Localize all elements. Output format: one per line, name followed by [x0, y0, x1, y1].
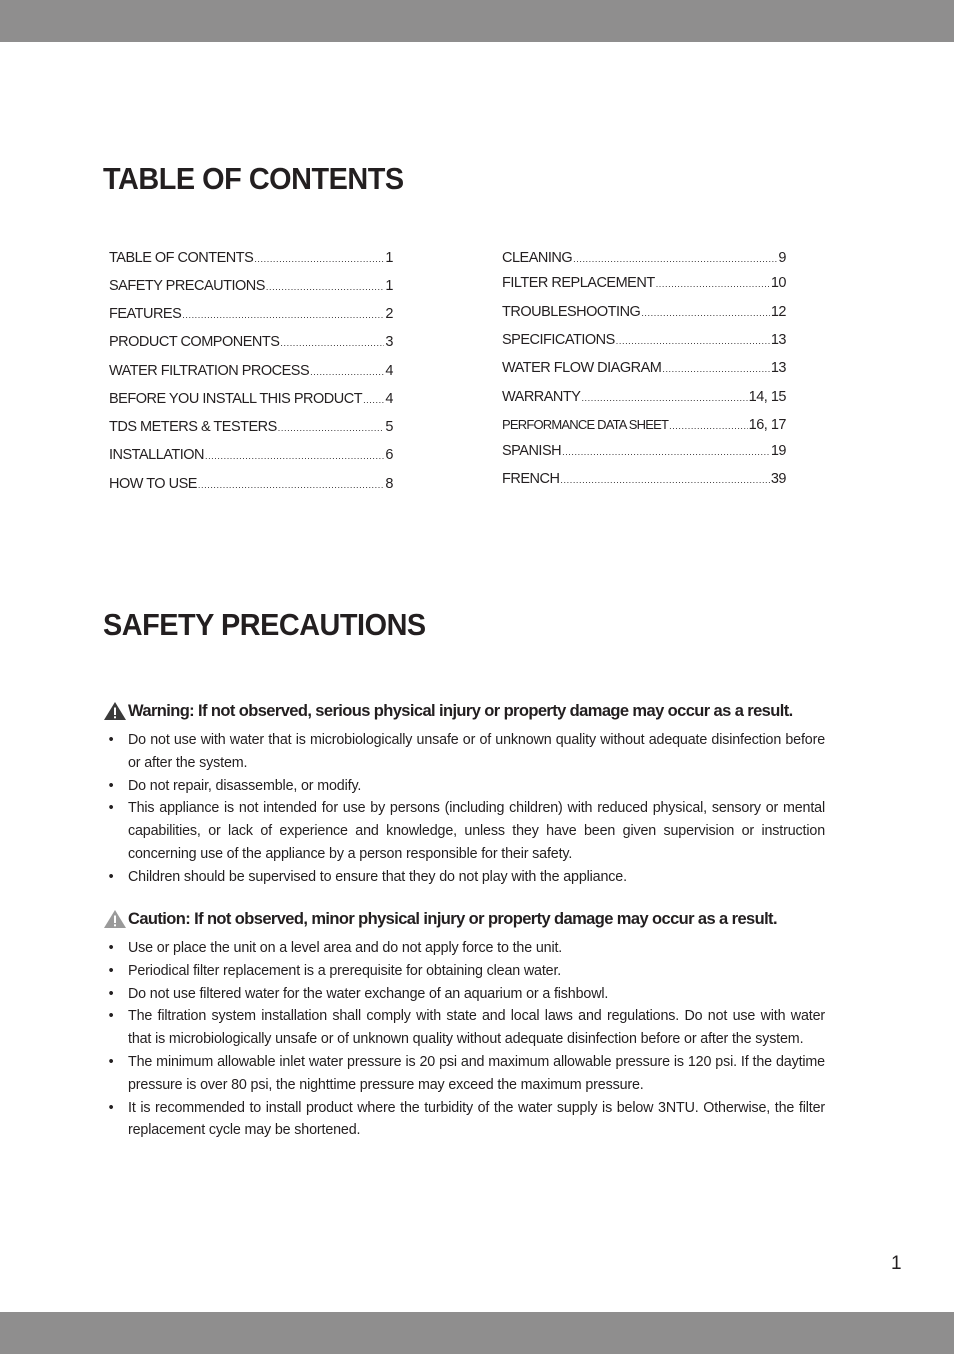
warning-heading — [103, 701, 793, 721]
toc-leader-dots — [656, 279, 770, 289]
toc-leader-dots — [573, 254, 777, 264]
toc-entry — [109, 476, 393, 492]
bullet-item — [106, 1051, 825, 1097]
toc-entry — [109, 250, 393, 266]
toc-entry-page: 13 — [770, 332, 786, 348]
toc-leader-dots — [669, 421, 748, 431]
toc-entry — [502, 389, 786, 405]
bottom-bar — [0, 1312, 954, 1354]
toc-entry-label: FEATURES — [109, 306, 182, 322]
toc-entry-page: 2 — [385, 306, 393, 322]
bullet-dot: • — [108, 1099, 114, 1116]
bullet-item — [106, 1097, 825, 1143]
toc-entry-page: 1 — [385, 278, 393, 294]
toc-entry — [502, 417, 786, 433]
toc-entry — [502, 443, 786, 459]
toc-entry — [109, 334, 393, 350]
toc-leader-dots — [278, 423, 385, 433]
bullet-text: Children should be supervised to ensure that they do not play with the appliance. — [128, 868, 627, 885]
toc-leader-dots — [266, 282, 385, 292]
bullet-dot: • — [108, 962, 114, 979]
toc-entry-page: 4 — [385, 391, 393, 407]
toc-heading: TABLE OF CONTENTS — [103, 161, 404, 196]
toc-leader-dots — [205, 451, 384, 461]
bullet-text: This appliance is not intended for use by persons (including children) with reduced physical, sensory or mental capabilities, or lack of experience and knowledge, unless they have been given supervision or instruction concerning use of the appliance by a person responsible for their safety. — [128, 800, 825, 862]
toc-entry-page: 14, 15 — [748, 389, 786, 405]
bullet-text: It is recommended to install product where the turbidity of the water supply is below 3NTU. Otherwise, the filter replacement cycle may be shortened. — [128, 1099, 825, 1139]
toc-entry-page: 12 — [770, 304, 786, 320]
bullet-dot: • — [108, 732, 114, 748]
caution-list — [106, 937, 825, 1142]
toc-entry-label: TDS METERS & TESTERS — [109, 419, 277, 435]
bullet-dot: • — [108, 985, 114, 1002]
bullet-text: Use or place the unit on a level area and do not apply force to the unit. — [128, 940, 563, 956]
warning-triangle-icon — [103, 701, 127, 721]
toc-leader-dots — [280, 338, 384, 348]
toc-entry — [502, 304, 786, 320]
toc-entry-label: TROUBLESHOOTING — [502, 304, 641, 320]
bullet-item — [106, 866, 825, 889]
caution-heading-text: Caution: If not observed, minor physical injury or property damage may occur as a result. — [128, 909, 777, 928]
toc-entry-label: SPECIFICATIONS — [502, 332, 615, 348]
bullet-dot: • — [108, 1008, 114, 1025]
toc-entry-label: PERFORMANCE DATA SHEET — [502, 417, 669, 432]
toc-leader-dots — [581, 393, 747, 403]
toc-entry — [502, 250, 786, 266]
toc-leader-dots — [254, 254, 384, 264]
toc-entry-label: WATER FLOW DIAGRAM — [502, 360, 662, 376]
bullet-text: Do not repair, disassemble, or modify. — [128, 777, 362, 794]
toc-entry-page: 5 — [385, 419, 393, 435]
toc-entry — [109, 363, 393, 379]
top-bar — [0, 0, 954, 42]
toc-entry — [109, 278, 393, 294]
toc-leader-dots — [616, 336, 770, 346]
bullet-item — [106, 775, 825, 798]
toc-entry — [502, 275, 786, 291]
bullet-dot: • — [108, 800, 114, 817]
toc-entry-label: PRODUCT COMPONENTS — [109, 334, 280, 350]
toc-entry — [502, 471, 786, 487]
toc-entry-label: FRENCH — [502, 471, 560, 487]
bullet-dot: • — [108, 940, 114, 956]
toc-entry-label: WATER FILTRATION PROCESS — [109, 363, 310, 379]
caution-triangle-icon — [103, 909, 127, 929]
toc-entry-page: 19 — [770, 443, 786, 459]
toc-entry-label: SAFETY PRECAUTIONS — [109, 278, 265, 294]
warning-list — [106, 729, 825, 889]
toc-entry-label: TABLE OF CONTENTS — [109, 250, 254, 266]
toc-entry-page: 13 — [770, 360, 786, 376]
toc-leader-dots — [182, 310, 384, 320]
toc-leader-dots — [641, 308, 770, 318]
toc-entry — [502, 360, 786, 376]
safety-heading: SAFETY PRECAUTIONS — [103, 607, 426, 642]
toc-leader-dots — [562, 447, 770, 457]
toc-entry — [109, 391, 393, 407]
toc-entry-label: HOW TO USE — [109, 476, 197, 492]
caution-heading — [103, 909, 777, 929]
toc-entry-label: SPANISH — [502, 443, 562, 459]
toc-leader-dots — [662, 364, 770, 374]
toc-leader-dots — [363, 395, 384, 405]
bullet-item — [106, 729, 825, 775]
bullet-text: Do not use filtered water for the water exchange of an aquarium or a fishbowl. — [128, 985, 609, 1002]
bullet-text: Periodical filter replacement is a prerequisite for obtaining clean water. — [128, 962, 562, 979]
toc-entry-page: 3 — [385, 334, 393, 350]
toc-entry — [502, 332, 786, 348]
toc-entry-page: 39 — [770, 471, 786, 487]
bullet-text: The minimum allowable inlet water pressure is 20 psi and maximum allowable pressure is 120 psi. If the daytime pressure is over 80 psi, the nighttime pressure may exceed the maximum pressure. — [128, 1053, 825, 1093]
bullet-text: Do not use with water that is microbiologically unsafe or of unknown quality without adequate disinfection before or after the system. — [128, 732, 825, 771]
warning-heading-text: Warning: If not observed, serious physical injury or property damage may occur as a result. — [128, 701, 793, 720]
toc-entry-page: 6 — [385, 447, 393, 463]
toc-entry-page: 10 — [770, 275, 786, 291]
toc-leader-dots — [310, 367, 384, 377]
bullet-dot: • — [108, 777, 114, 794]
toc-entry-label: BEFORE YOU INSTALL THIS PRODUCT — [109, 391, 363, 407]
toc-entry — [109, 447, 393, 463]
toc-entry-label: WARRANTY — [502, 389, 581, 405]
toc-entry-page: 1 — [385, 250, 393, 266]
bullet-text: The filtration system installation shall comply with state and local laws and regulations. Do not use with water that is microbiologically unsafe or of unknown quality without adequate disinfection before or after the system. — [128, 1008, 825, 1048]
bullet-dot: • — [108, 1053, 114, 1070]
toc-entry-label: CLEANING — [502, 250, 573, 266]
toc-entry-page: 16, 17 — [748, 417, 786, 433]
toc-entry-page: 4 — [385, 363, 393, 379]
toc-entry-label: FILTER REPLACEMENT — [502, 275, 655, 291]
toc-entry — [109, 419, 393, 435]
bullet-item — [106, 797, 825, 865]
toc-entry-page: 8 — [385, 476, 393, 492]
toc-entry-page: 9 — [778, 250, 786, 266]
bullet-dot: • — [108, 868, 114, 885]
toc-leader-dots — [198, 480, 385, 490]
toc-entry — [109, 306, 393, 322]
bullet-item — [106, 983, 825, 1006]
toc-entry-label: INSTALLATION — [109, 447, 204, 463]
bullet-item — [106, 1005, 825, 1051]
bullet-item — [106, 937, 825, 960]
page-number: 1 — [891, 1253, 902, 1274]
toc-leader-dots — [560, 475, 769, 485]
bullet-item — [106, 960, 825, 983]
